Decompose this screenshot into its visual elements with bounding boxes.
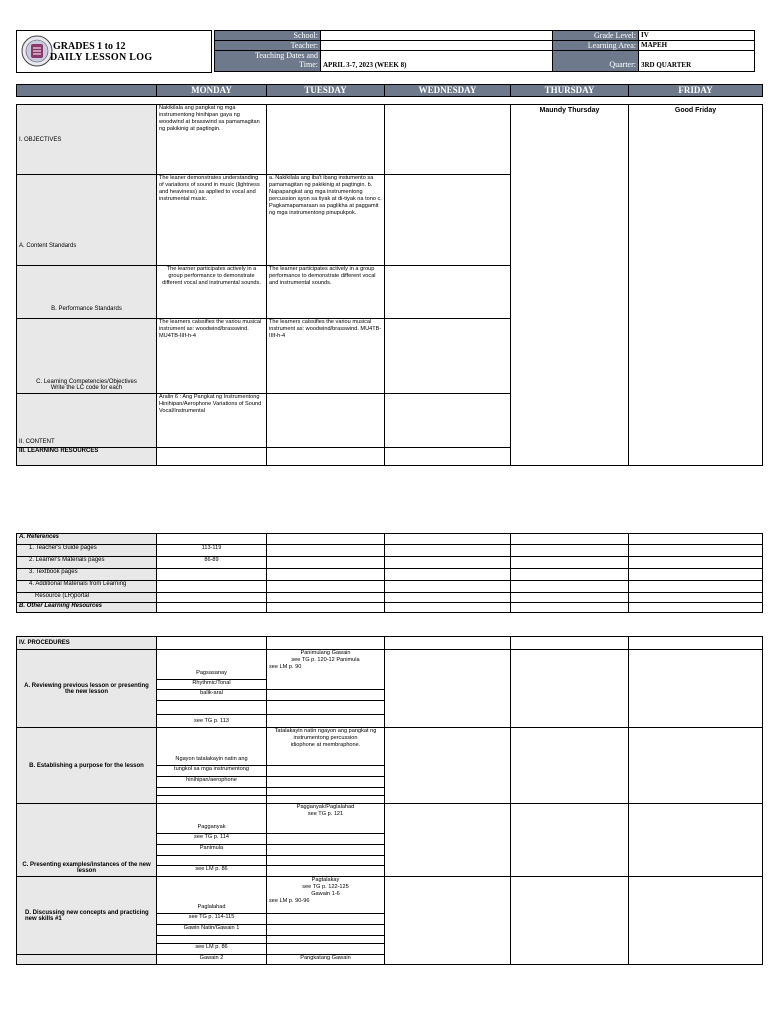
lr-portal-monday[interactable]: [157, 593, 267, 603]
examples-monday-4[interactable]: [157, 856, 267, 866]
learning-area-label: Learning Area:: [553, 41, 639, 51]
content-standards-monday[interactable]: The leaner demonstrates understanding of variations of sound in music (lightness and heaviness) as applied to vocal and instrumental music.: [157, 175, 267, 266]
additional-materials-label: 4. Additional Materials from Learning: [17, 581, 157, 593]
day-header-monday: MONDAY: [157, 85, 267, 97]
examples-tuesday-row4[interactable]: [267, 856, 385, 866]
resources-monday[interactable]: [157, 448, 267, 466]
purpose-monday-3[interactable]: hinihipan/aerophone: [157, 777, 267, 788]
school-label: School:: [215, 31, 321, 41]
content-standards-label: A. Content Standards: [17, 175, 157, 266]
header-title-line1: GRADES 1 to 12: [53, 41, 126, 52]
lr-portal-tuesday[interactable]: [267, 593, 385, 603]
days-header-row: [16, 84, 763, 97]
quarter-field[interactable]: 3RD QUARTER: [639, 51, 755, 72]
content-standards-wednesday[interactable]: [385, 175, 511, 266]
content-monday[interactable]: Aralin 6 : Ang Pangkat ng Instrumentong Hinihipan/Aerophone Variations of Sound Vocal/Instrumental: [157, 394, 267, 448]
resources-tuesday[interactable]: [267, 448, 385, 466]
textbook-pages-monday[interactable]: [157, 569, 267, 581]
discussing-monday-4[interactable]: [157, 936, 267, 944]
additional-materials-monday[interactable]: [157, 581, 267, 593]
review-tuesday-line3: see LM p. 90: [269, 664, 302, 670]
discussing-thursday[interactable]: [511, 877, 629, 965]
tg-pages-friday[interactable]: [629, 545, 763, 557]
purpose-monday-2[interactable]: tungkol sa mga instrumentong: [157, 766, 267, 777]
review-tuesday-line2: see TG p. 120-12 Panimula: [291, 657, 360, 663]
discussing-tuesday-line1: Pagtalakay: [311, 877, 340, 883]
review-monday-2[interactable]: Rhythmic/Tonal: [157, 680, 267, 690]
learning-area-field[interactable]: MAPEH: [639, 41, 755, 51]
other-resources-wednesday[interactable]: [385, 603, 511, 613]
procedures-label: IV. PROCEDURES: [17, 637, 157, 650]
examples-thursday[interactable]: [511, 804, 629, 877]
examples-wednesday[interactable]: [385, 804, 511, 877]
competencies-label: C. Learning Competencies/Objectives: [36, 379, 137, 385]
procedures-table: [16, 636, 763, 965]
references-table: [16, 533, 763, 613]
references-thursday[interactable]: [511, 534, 629, 545]
discussing-tuesday[interactable]: [267, 877, 385, 914]
review-wednesday[interactable]: [385, 650, 511, 728]
objectives-table: [16, 104, 763, 466]
examples-tuesday[interactable]: [267, 804, 385, 834]
objectives-friday: [629, 105, 763, 466]
other-resources-label: B. Other Learning Resources: [17, 603, 157, 613]
purpose-monday-4[interactable]: [157, 788, 267, 796]
lr-portal-friday[interactable]: [629, 593, 763, 603]
teaching-dates-label-line1: Teaching Dates and: [255, 51, 318, 60]
examples-monday-3[interactable]: Panimula: [157, 845, 267, 856]
purpose-tuesday-row4[interactable]: [267, 788, 385, 796]
textbook-pages-label: 3. Textbook pages: [17, 569, 157, 581]
review-label: A. Reviewing previous lesson or presenting the new lesson: [17, 650, 157, 728]
review-monday-3[interactable]: balik-aral: [157, 690, 267, 701]
discussing-tuesday-row3[interactable]: [267, 925, 385, 936]
lm-pages-friday[interactable]: [629, 557, 763, 569]
objectives-thursday: [511, 105, 629, 466]
additional-materials-friday[interactable]: [629, 581, 763, 593]
discussing-monday-2[interactable]: see TG p. 114-115: [157, 914, 267, 925]
competencies-sublabel: Write the LC code for each: [50, 385, 123, 391]
discussing-tuesday-line3: Gawain 1-6: [311, 891, 340, 897]
procedures-wednesday[interactable]: [385, 637, 511, 650]
grade-level-field[interactable]: IV: [639, 31, 755, 41]
performance-standards-monday[interactable]: The learner participates actively in a group performance to demonstrate different vocal and instrumental sounds.: [157, 266, 267, 319]
procedures-monday[interactable]: [157, 637, 267, 650]
review-tuesday-row4[interactable]: [267, 701, 385, 715]
tg-pages-label: 1. Teacher's Guide pages: [17, 545, 157, 557]
tg-pages-monday[interactable]: 113-119: [157, 545, 267, 557]
examples-tuesday-line2: see TG p. 121: [307, 811, 344, 817]
references-wednesday[interactable]: [385, 534, 511, 545]
discussing-monday-6[interactable]: Gawain 2: [157, 955, 267, 965]
day-header-friday: FRIDAY: [629, 85, 763, 97]
header-logo-box: [16, 30, 212, 73]
content-standards-tuesday[interactable]: a. Nakikilala ang iba't ibang instumento sa pamamagitan ng pakikinig at pagtingin. b. Napapangkat ang mga instrumentong percussion ayon sa tiyak at di-tiyak na tono c. Pagkamapamaraan sa paglikha at paggamit ng mga instrumentong pinupukpok.: [267, 175, 385, 266]
tg-pages-wednesday[interactable]: [385, 545, 511, 557]
examples-monday-1[interactable]: Pagganyak: [157, 804, 267, 834]
references-tuesday[interactable]: [267, 534, 385, 545]
purpose-tuesday-row5[interactable]: [267, 796, 385, 804]
textbook-pages-thursday[interactable]: [511, 569, 629, 581]
lm-pages-wednesday[interactable]: [385, 557, 511, 569]
day-header-tuesday: TUESDAY: [267, 85, 385, 97]
holiday-good-friday: Good Friday: [674, 107, 717, 114]
lr-portal-wednesday[interactable]: [385, 593, 511, 603]
tg-pages-thursday[interactable]: [511, 545, 629, 557]
performance-standards-label: B. Performance Standards: [17, 266, 157, 319]
header-title-line2: DAILY LESSON LOG: [50, 52, 153, 63]
discussing-tuesday-line2: see TG p. 122-125: [302, 884, 349, 890]
school-field[interactable]: [321, 31, 553, 41]
references-monday[interactable]: [157, 534, 267, 545]
quarter-label: Quarter:: [553, 51, 639, 72]
content-label: II. CONTENT: [17, 394, 157, 448]
examples-label: C. Presenting examples/instances of the new lesson: [17, 804, 157, 877]
lm-pages-thursday[interactable]: [511, 557, 629, 569]
review-thursday[interactable]: [511, 650, 629, 728]
examples-tuesday-row2[interactable]: [267, 834, 385, 845]
review-monday-4[interactable]: [157, 701, 267, 715]
review-friday[interactable]: [629, 650, 763, 728]
discussing-monday-1[interactable]: Paglalahad: [157, 877, 267, 914]
holiday-maundy-thursday: Maundy Thursday: [539, 107, 600, 114]
discussing-tuesday-row5[interactable]: [267, 944, 385, 955]
purpose-tuesday-row3[interactable]: [267, 777, 385, 788]
lr-portal-thursday[interactable]: [511, 593, 629, 603]
competencies-label-cell: [17, 319, 157, 394]
deped-seal-icon: [21, 35, 53, 67]
discussing-tuesday-last[interactable]: Pangkatang Gawain: [267, 955, 385, 965]
header-info-table: [214, 30, 755, 72]
review-tuesday-line1: Panimulang Gawain: [300, 650, 351, 656]
discussing-monday-5[interactable]: see LM p. 86: [157, 944, 267, 955]
other-resources-monday[interactable]: [157, 603, 267, 613]
lm-pages-monday[interactable]: 86-89: [157, 557, 267, 569]
discussing-monday-3[interactable]: Gawin Natin/Gawain 1: [157, 925, 267, 936]
additional-materials-wednesday[interactable]: [385, 581, 511, 593]
purpose-monday-1[interactable]: Ngayon tatalakayin natin ang: [157, 728, 267, 766]
examples-monday-2[interactable]: see TG p. 114: [157, 834, 267, 845]
performance-standards-tuesday[interactable]: The learner participates actively in a group performance to demonstrate different vocal and instrumental sounds.: [267, 266, 385, 319]
lm-pages-label: 2. Learner's Materials pages: [17, 557, 157, 569]
purpose-wednesday[interactable]: [385, 728, 511, 804]
review-tuesday-row3[interactable]: [267, 690, 385, 701]
competencies-tuesday[interactable]: The learners calssifies the variou musical instrument as: woodwind/brasswind. MU4TB-IIIf-h-4: [267, 319, 385, 394]
discussing-friday[interactable]: [629, 877, 763, 965]
teacher-label: Teacher:: [215, 41, 321, 51]
textbook-pages-friday[interactable]: [629, 569, 763, 581]
examples-friday[interactable]: [629, 804, 763, 877]
examples-tuesday-row5[interactable]: [267, 866, 385, 877]
objectives-wednesday[interactable]: [385, 105, 511, 175]
purpose-tuesday[interactable]: [267, 728, 385, 766]
resources-wednesday[interactable]: [385, 448, 511, 466]
purpose-tuesday-row2[interactable]: [267, 766, 385, 777]
textbook-pages-tuesday[interactable]: [267, 569, 385, 581]
grade-level-label: Grade Level:: [553, 31, 639, 41]
teacher-field[interactable]: [321, 41, 553, 51]
references-label: A. References: [17, 534, 157, 545]
procedures-tuesday[interactable]: [267, 637, 385, 650]
day-header-thursday: THURSDAY: [511, 85, 629, 97]
purpose-tuesday-line1: Tatalakayin natin ngayon ang pangkat ng instrumentong percussion: [274, 728, 377, 741]
additional-materials-thursday[interactable]: [511, 581, 629, 593]
tg-pages-tuesday[interactable]: [267, 545, 385, 557]
discussing-tuesday-row2[interactable]: [267, 914, 385, 925]
competencies-wednesday[interactable]: [385, 319, 511, 394]
review-tuesday[interactable]: [267, 650, 385, 690]
other-resources-tuesday[interactable]: [267, 603, 385, 613]
references-friday[interactable]: [629, 534, 763, 545]
purpose-label: B. Establishing a purpose for the lesson: [17, 728, 157, 804]
examples-monday-5[interactable]: see LM p. 86: [157, 866, 267, 877]
day-header-wednesday: WEDNESDAY: [385, 85, 511, 97]
discussing-label: D. Discussing new concepts and practicing new skills #1: [17, 877, 157, 955]
objectives-tuesday[interactable]: [267, 105, 385, 175]
purpose-tuesday-line2: idiophone at membraphone.: [290, 742, 361, 748]
discussing-tuesday-line4: see LM p. 90-96: [269, 898, 310, 904]
learning-resources-label: III. LEARNING RESOURCES: [17, 448, 157, 466]
review-monday-1[interactable]: Pagsasanay: [157, 650, 267, 680]
discussing-label-continued: [17, 955, 157, 965]
purpose-thursday[interactable]: [511, 728, 629, 804]
objectives-label: I. OBJECTIVES: [17, 105, 157, 175]
examples-tuesday-line1: Pagganyak/Paglalahad: [296, 804, 355, 810]
procedures-friday[interactable]: [629, 637, 763, 650]
objectives-monday[interactable]: Nakikilala ang pangkat ng mga instrumentong hinihipan gaya ng woodwind at brasswind sa pamamagitan ng pakikinig at pagtingin.: [157, 105, 267, 175]
purpose-friday[interactable]: [629, 728, 763, 804]
teaching-dates-label: [215, 51, 321, 72]
review-tuesday-row5[interactable]: [267, 715, 385, 728]
days-header-blank: [17, 85, 157, 97]
lr-portal-label: Resource (LR)portal: [17, 593, 157, 603]
other-resources-thursday[interactable]: [511, 603, 629, 613]
discussing-wednesday[interactable]: [385, 877, 511, 965]
textbook-pages-wednesday[interactable]: [385, 569, 511, 581]
content-wednesday[interactable]: [385, 394, 511, 448]
teaching-dates-field[interactable]: APRIL 3-7, 2023 (WEEK 8): [321, 51, 553, 72]
content-tuesday[interactable]: [267, 394, 385, 448]
procedures-thursday[interactable]: [511, 637, 629, 650]
review-monday-5[interactable]: see TG p. 113: [157, 715, 267, 728]
examples-tuesday-row3[interactable]: [267, 845, 385, 856]
competencies-monday[interactable]: The learners calssifies the variou musical instrument as: woodwind/brasswind. MU4TB-IIIf-h-4: [157, 319, 267, 394]
performance-standards-wednesday[interactable]: [385, 266, 511, 319]
lm-pages-tuesday[interactable]: [267, 557, 385, 569]
additional-materials-tuesday[interactable]: [267, 581, 385, 593]
discussing-tuesday-row4[interactable]: [267, 936, 385, 944]
purpose-monday-5[interactable]: [157, 796, 267, 804]
other-resources-friday[interactable]: [629, 603, 763, 613]
teaching-dates-label-line2: Time:: [299, 60, 318, 69]
